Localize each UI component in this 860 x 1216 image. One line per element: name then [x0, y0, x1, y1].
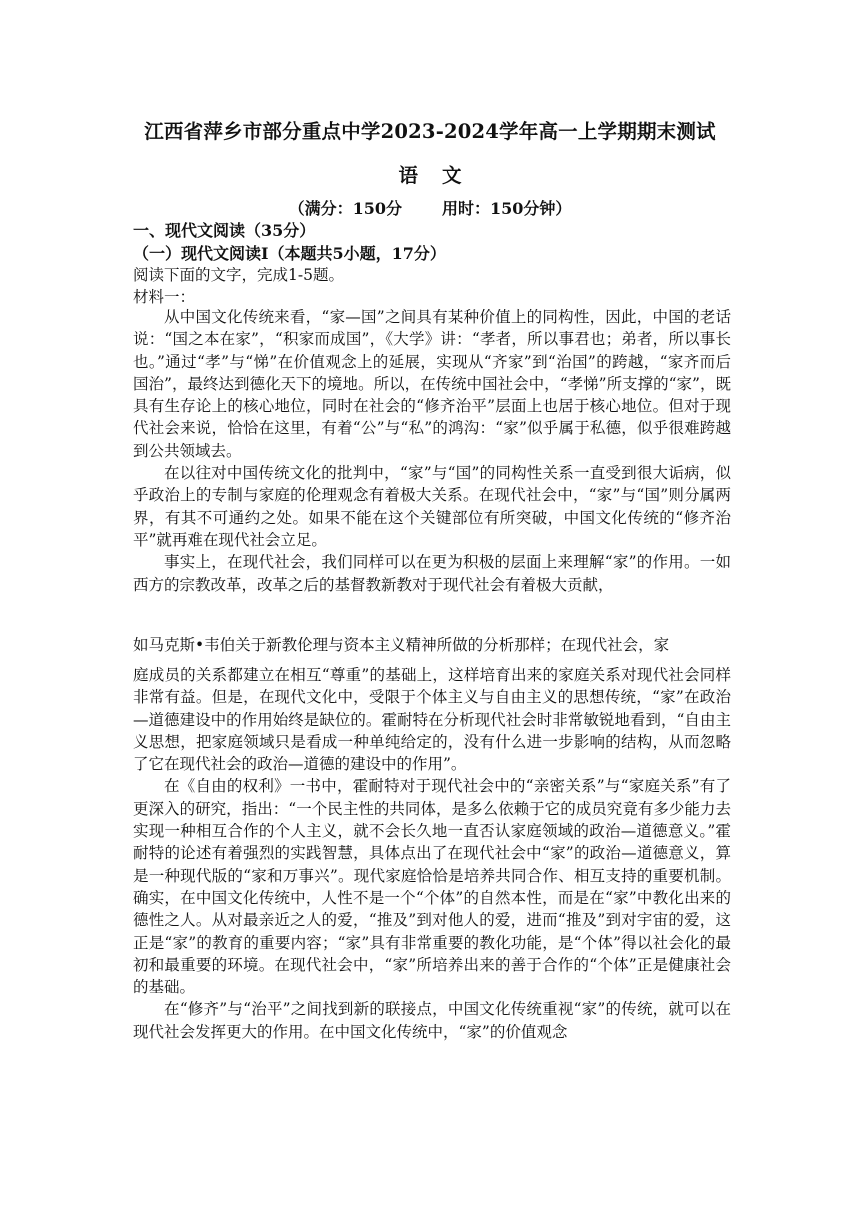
paragraph-3-start: 事实上，在现代社会，我们同样可以在更为积极的层面上来理解“家”的作用。一如西方的宗教改革，改革之后的基督教新教对于现代社会有着极大贡献， [133, 553, 731, 594]
paragraph-4: 在《自由的权利》一书中，霍耐特对于现代社会中的“亲密关系”与“家庭关系”有了更深入的研究，指出：“一个民主性的共同体，是多么依赖于它的成员究竟有多少能力去实现一种相互合作的个人主义，就不会长久地一直否认家庭领域的政治—道德意义。”霍耐特的论述有着强烈的实践智慧，具体点出了在现代社会中“家”的政治—道德意义，算是一种现代版的“家和万事兴”。现代家庭恰恰是培养共同合作、相互支持的重要机制。确实，在中国文化传统中，人性不是一个“个体”的自然本性，而是在“家”中教化出来的德性之人。从对最亲近之人的爱，“推及”到对他人的爱，进而“推及”到对宇宙的爱，这正是“家”的教育的重要内容；“家”具有非常重要的教化功能，是“个体”得以社会化的最初和最重要的环境。在现代社会中，“家”所培养出来的善于合作的“个体”正是健康社会的基础。 [133, 777, 731, 997]
paragraph-3-line: 如马克斯•韦伯关于新教伦理与资本主义精神所做的分析那样；在现代社会，家 [133, 636, 670, 654]
full-score: （满分：150分 [288, 199, 402, 218]
instruction-text: 阅读下面的文字，完成1-5题。 [133, 266, 344, 284]
paragraph-1: 从中国文化传统来看，“家—国”之间具有某种价值上的同构性，因此，中国的老话说：“国之本在家”，“积家而成国”，《大学》讲：“孝者，所以事君也；弟者，所以事长也。”通过“孝”与“悌”在价值观念上的延展，实现从“齐家”到“治国”的跨越，“家齐而后国治”，最终达到德化天下的境地。所以，在传统中国社会中，“孝悌”所支撑的“家”，既具有生存论上的核心地位，同时在社会的“修齐治平”层面上也居于核心地位。但对于现代社会来说，恰恰在这里，有着“公”与“私”的鸿沟：“家”似乎属于私德，似乎很难跨越到公共领域去。 [133, 308, 731, 460]
subject-heading: 语文 [398, 164, 486, 187]
paragraph-5: 在“修齐”与“治平”之间找到新的联接点，中国文化传统重视“家”的传统，就可以在现代社会发挥更大的作用。在中国文化传统中，“家”的价值观念 [133, 1000, 731, 1041]
time-limit: 用时：150分钟） [442, 199, 572, 218]
exam-meta [0, 196, 860, 219]
subsection-heading: （一）现代文阅读Ⅰ（本题共5小题，17分） [133, 244, 446, 263]
passage-part-2 [133, 664, 731, 1043]
section-heading: 一、现代文阅读（35分） [133, 221, 316, 240]
paragraph-3-end: 庭成员的关系都建立在相互“尊重”的基础上，这样培育出来的家庭关系对现代社会同样非常有益。但是，在现代文化中，受限于个体主义与自由主义的思想传统，“家”在政治—道德建设中的作用始终是缺位的。霍耐特在分析现代社会时非常敏锐地看到，“自由主义思想，把家庭领域只是看成一种单纯给定的，没有什么进一步影响的结构，从而忽略了它在现代社会的政治—道德的建设中的作用”。 [133, 666, 731, 774]
passage-part-1 [133, 306, 731, 596]
material-label: 材料一： [133, 288, 196, 306]
paragraph-2: 在以往对中国传统文化的批判中，“家”与“国”的同构性关系一直受到很大诟病，似乎政治上的专制与家庭的伦理观念有着极大关系。在现代社会中，“家”与“国”则分属两界，有其不可通约之处。如果不能在这个关键部位有所突破，中国文化传统的“修齐治平”就再难在现代社会立足。 [133, 464, 731, 549]
exam-title: 江西省萍乡市部分重点中学2023-2024学年高一上学期期末测试 [144, 120, 716, 143]
